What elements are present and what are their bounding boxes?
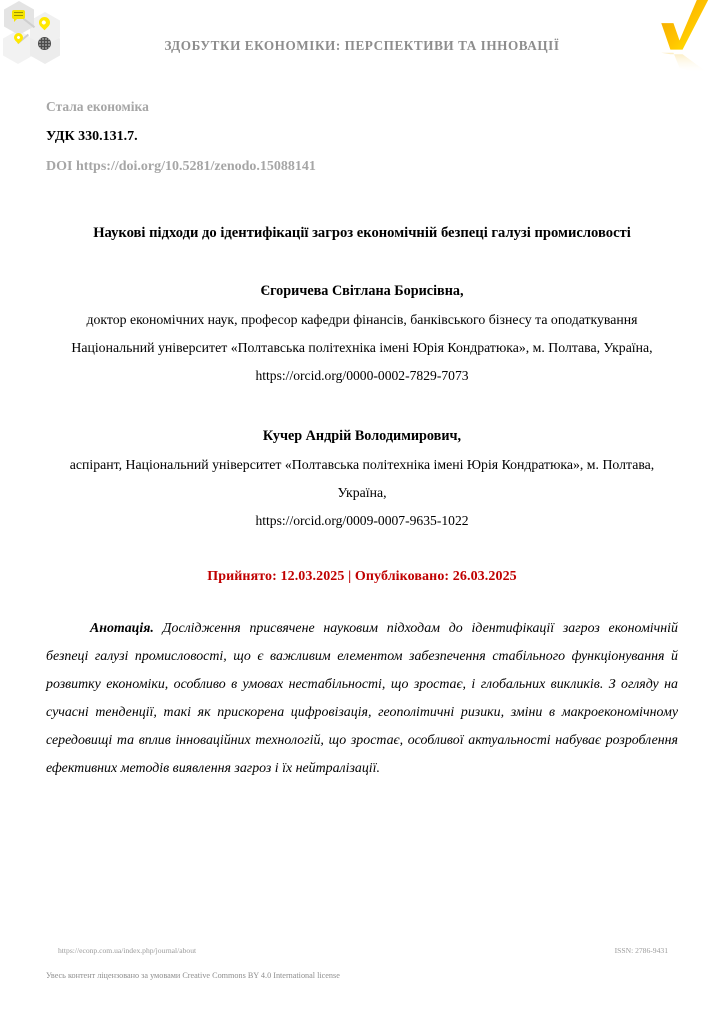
author-affiliation: аспірант, Національний університет «Полтавська політехніка імені Юрія Кондратюка», м. Полтава, Україна, bbox=[69, 456, 655, 500]
checkmark-shape bbox=[661, 0, 708, 50]
page-header bbox=[0, 0, 724, 78]
issn-number: ISSN: 2786-9431 bbox=[614, 946, 668, 955]
publication-dates: Прийнято: 12.03.2025 | Опубліковано: 26.03.2025 bbox=[207, 568, 517, 584]
page-footer bbox=[0, 946, 724, 980]
hexagon-network-logo bbox=[2, 0, 80, 64]
author-orcid-link[interactable]: https://orcid.org/0000-0002-7829-7073 bbox=[255, 368, 469, 384]
doi-link[interactable]: DOI https://doi.org/10.5281/zenodo.15088141 bbox=[46, 159, 316, 175]
chat-bubble-icon bbox=[12, 10, 25, 19]
abstract-text: Дослідження присвячене науковим підходам до ідентифікації загроз економічній безпеці галузі промисловості, що є важливим елементом забезпечення стабільного функціонування й розвитку економіки, особливо в умовах нестабільності, що зростає, і глобальних викликів. З огляду на сучасні тенденції, такі як прискорена цифровізація, геополітичні ризики, зміни в макроекономічному середовищі та вплив інноваційних технологій, що зростає, особливої актуальності набуває розроблення ефективних методів виявлення загроз і їх нейтралізації. bbox=[46, 620, 678, 777]
author-orcid-link[interactable]: https://orcid.org/0009-0007-9635-1022 bbox=[255, 513, 469, 529]
journal-url[interactable]: https://econp.com.ua/index.php/journal/about bbox=[58, 946, 197, 955]
author-name: Кучер Андрій Володимирович, bbox=[262, 428, 462, 445]
page-title: Наукові підходи до ідентифікації загроз економічній безпеці галузі промисловості bbox=[93, 224, 631, 241]
abstract-paragraph bbox=[46, 615, 678, 783]
journal-title: ЗДОБУТКИ ЕКОНОМІКИ: ПЕРСПЕКТИВИ ТА ІННОВАЦІЇ bbox=[164, 38, 560, 53]
license-notice: Увесь контент ліцензовано за умовами Creative Commons BY 4.0 International license bbox=[46, 971, 340, 980]
footer-row bbox=[46, 946, 678, 955]
yellow-checkmark-logo bbox=[640, 0, 716, 74]
author-affiliation: доктор економічних наук, професор кафедри фінансів, банківського бізнесу та оподаткування Національний університет «Полтавська політехніка імені Юрія Кондратюка», м. Полтава, Україна, bbox=[71, 311, 653, 355]
author-block bbox=[46, 277, 678, 390]
globe-icon bbox=[38, 37, 51, 50]
journal-section-label: Стала економіка bbox=[46, 99, 149, 114]
abstract-label: Анотація. bbox=[90, 620, 154, 636]
checkmark-reflection bbox=[661, 53, 708, 74]
udk-code: УДК 330.131.7. bbox=[46, 128, 138, 144]
article-content bbox=[0, 94, 724, 783]
author-block bbox=[46, 422, 678, 535]
author-name: Єгоричева Світлана Борисівна, bbox=[260, 283, 464, 300]
